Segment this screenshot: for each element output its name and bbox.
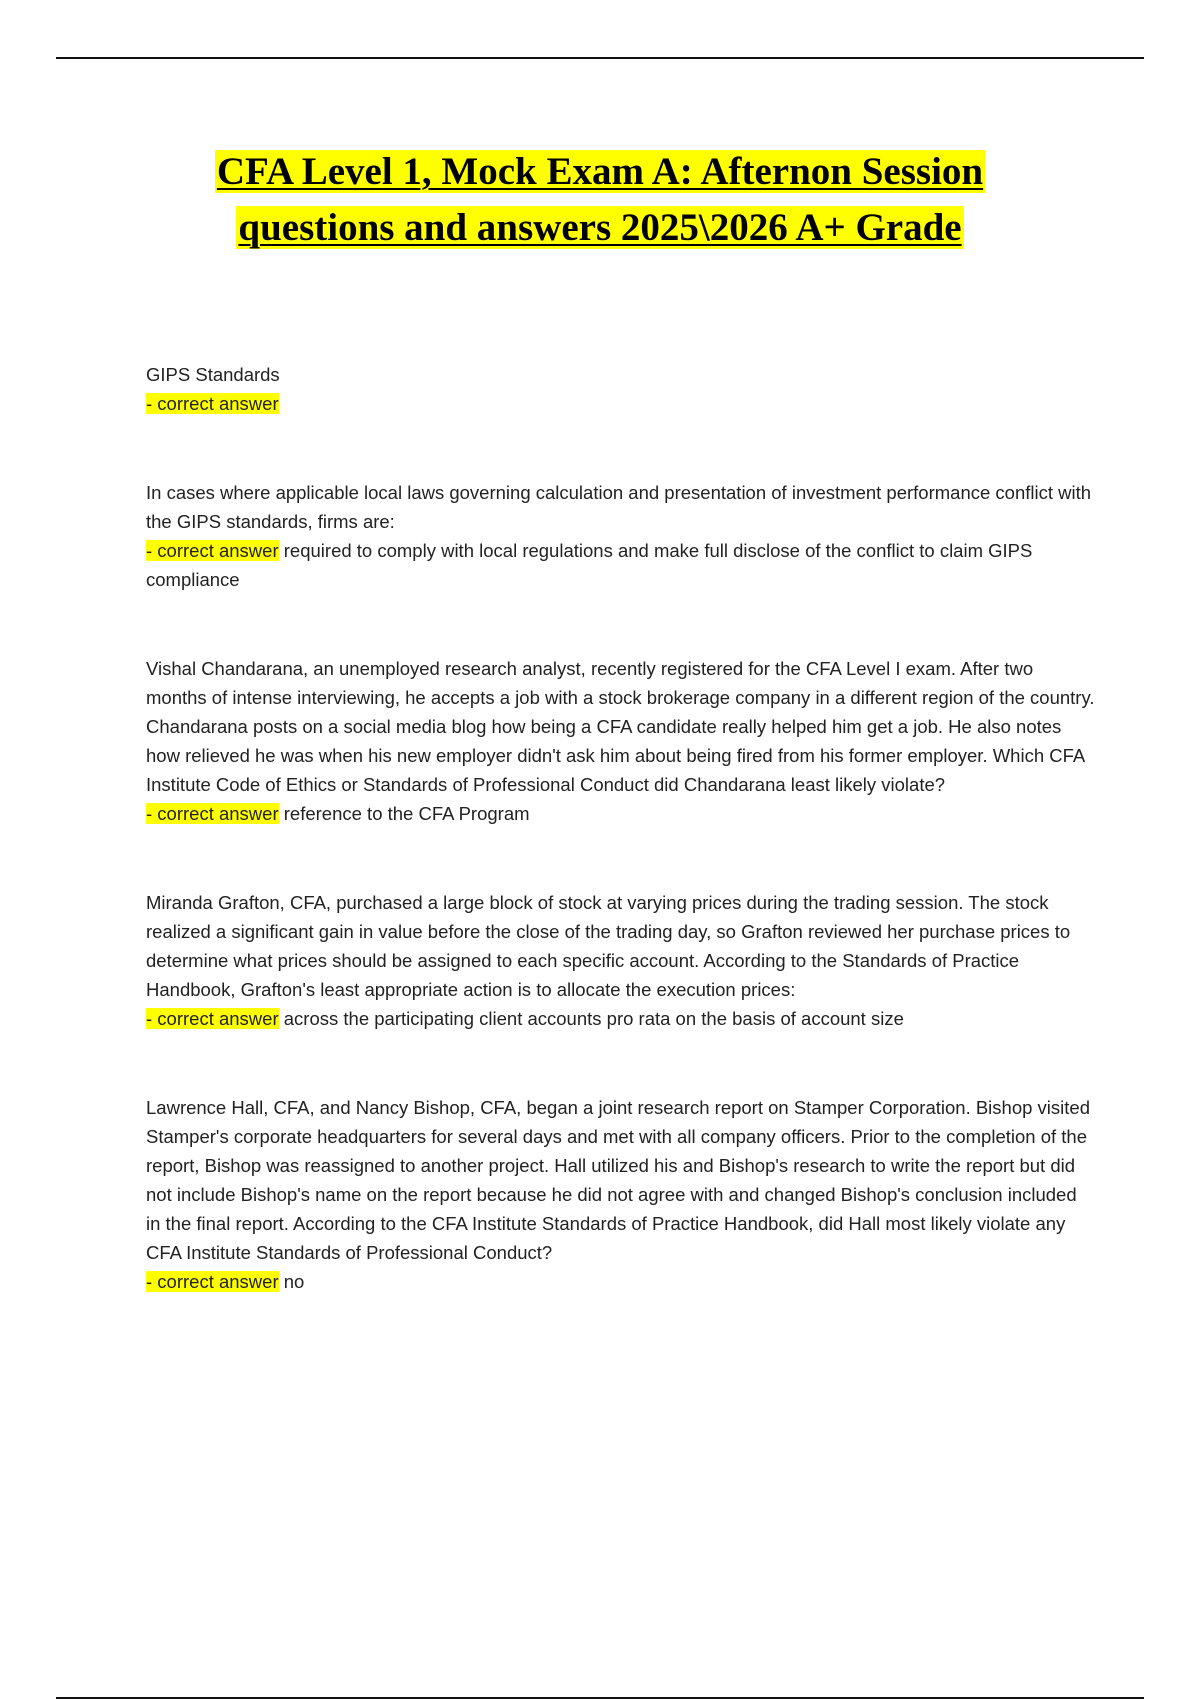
question-text: Lawrence Hall, CFA, and Nancy Bishop, CFA, began a joint research report on Stamper Corporation. Bishop visited Stamper's corporate headquarters for several days and met with all company officers. Prior to the completion of the report, Bishop was reassigned to another project. Hall utilized his and Bishop's research to write the report but did not include Bishop's name on the report because he did not agree with and changed Bishop's conclusion included in the final report. According to the CFA Institute Standards of Practice Handbook, did Hall most likely violate any CFA Institute Standards of Professional Conduct? [146, 1097, 1090, 1263]
correct-answer-tag: - correct answer [146, 540, 279, 561]
answer-line [146, 799, 1096, 828]
question-text: Vishal Chandarana, an unemployed research analyst, recently registered for the CFA Level I exam. After two months of intense interviewing, he accepts a job with a stock brokerage company in a different region of the country. Chandarana posts on a social media blog how being a CFA candidate really helped him get a job. He also notes how relieved he was when his new employer didn't ask him about being fired from his former employer. Which CFA Institute Code of Ethics or Standards of Professional Conduct did Chandarana least likely violate? [146, 658, 1095, 795]
document-title [60, 144, 1140, 256]
footer-rule [56, 1697, 1144, 1699]
qa-item [146, 478, 1096, 594]
title-line-2: questions and answers 2025\2026 A+ Grade [238, 206, 962, 249]
answer-text: across the participating client accounts pro rata on the basis of account size [283, 1008, 904, 1029]
correct-answer-tag: - correct answer [146, 803, 279, 824]
title-line-1: CFA Level 1, Mock Exam A: Afternon Session [216, 150, 984, 193]
question-text: In cases where applicable local laws governing calculation and presentation of investment performance conflict with the GIPS standards, firms are: [146, 482, 1092, 532]
answer-line [146, 389, 1096, 418]
answer-text: reference to the CFA Program [283, 803, 530, 824]
qa-item [146, 654, 1096, 828]
answer-line [146, 536, 1096, 594]
question-text: GIPS Standards [146, 364, 280, 385]
answer-text: required to comply with local regulations and make full disclose of the conflict to claim GIPS compliance [146, 540, 1033, 590]
qa-item [146, 1093, 1096, 1296]
qa-list [146, 360, 1096, 1296]
correct-answer-tag: - correct answer [146, 1271, 279, 1292]
qa-item [146, 360, 1096, 418]
header-rule [56, 57, 1144, 59]
correct-answer-tag: - correct answer [146, 393, 279, 414]
answer-line [146, 1267, 1096, 1296]
qa-item [146, 888, 1096, 1033]
answer-line [146, 1004, 1096, 1033]
question-text: Miranda Grafton, CFA, purchased a large block of stock at varying prices during the trading session. The stock realized a significant gain in value before the close of the trading day, so Grafton reviewed her purchase prices to determine what prices should be assigned to each specific account. According to the Standards of Practice Handbook, Grafton's least appropriate action is to allocate the execution prices: [146, 892, 1071, 1000]
correct-answer-tag: - correct answer [146, 1008, 279, 1029]
answer-text: no [283, 1271, 305, 1292]
